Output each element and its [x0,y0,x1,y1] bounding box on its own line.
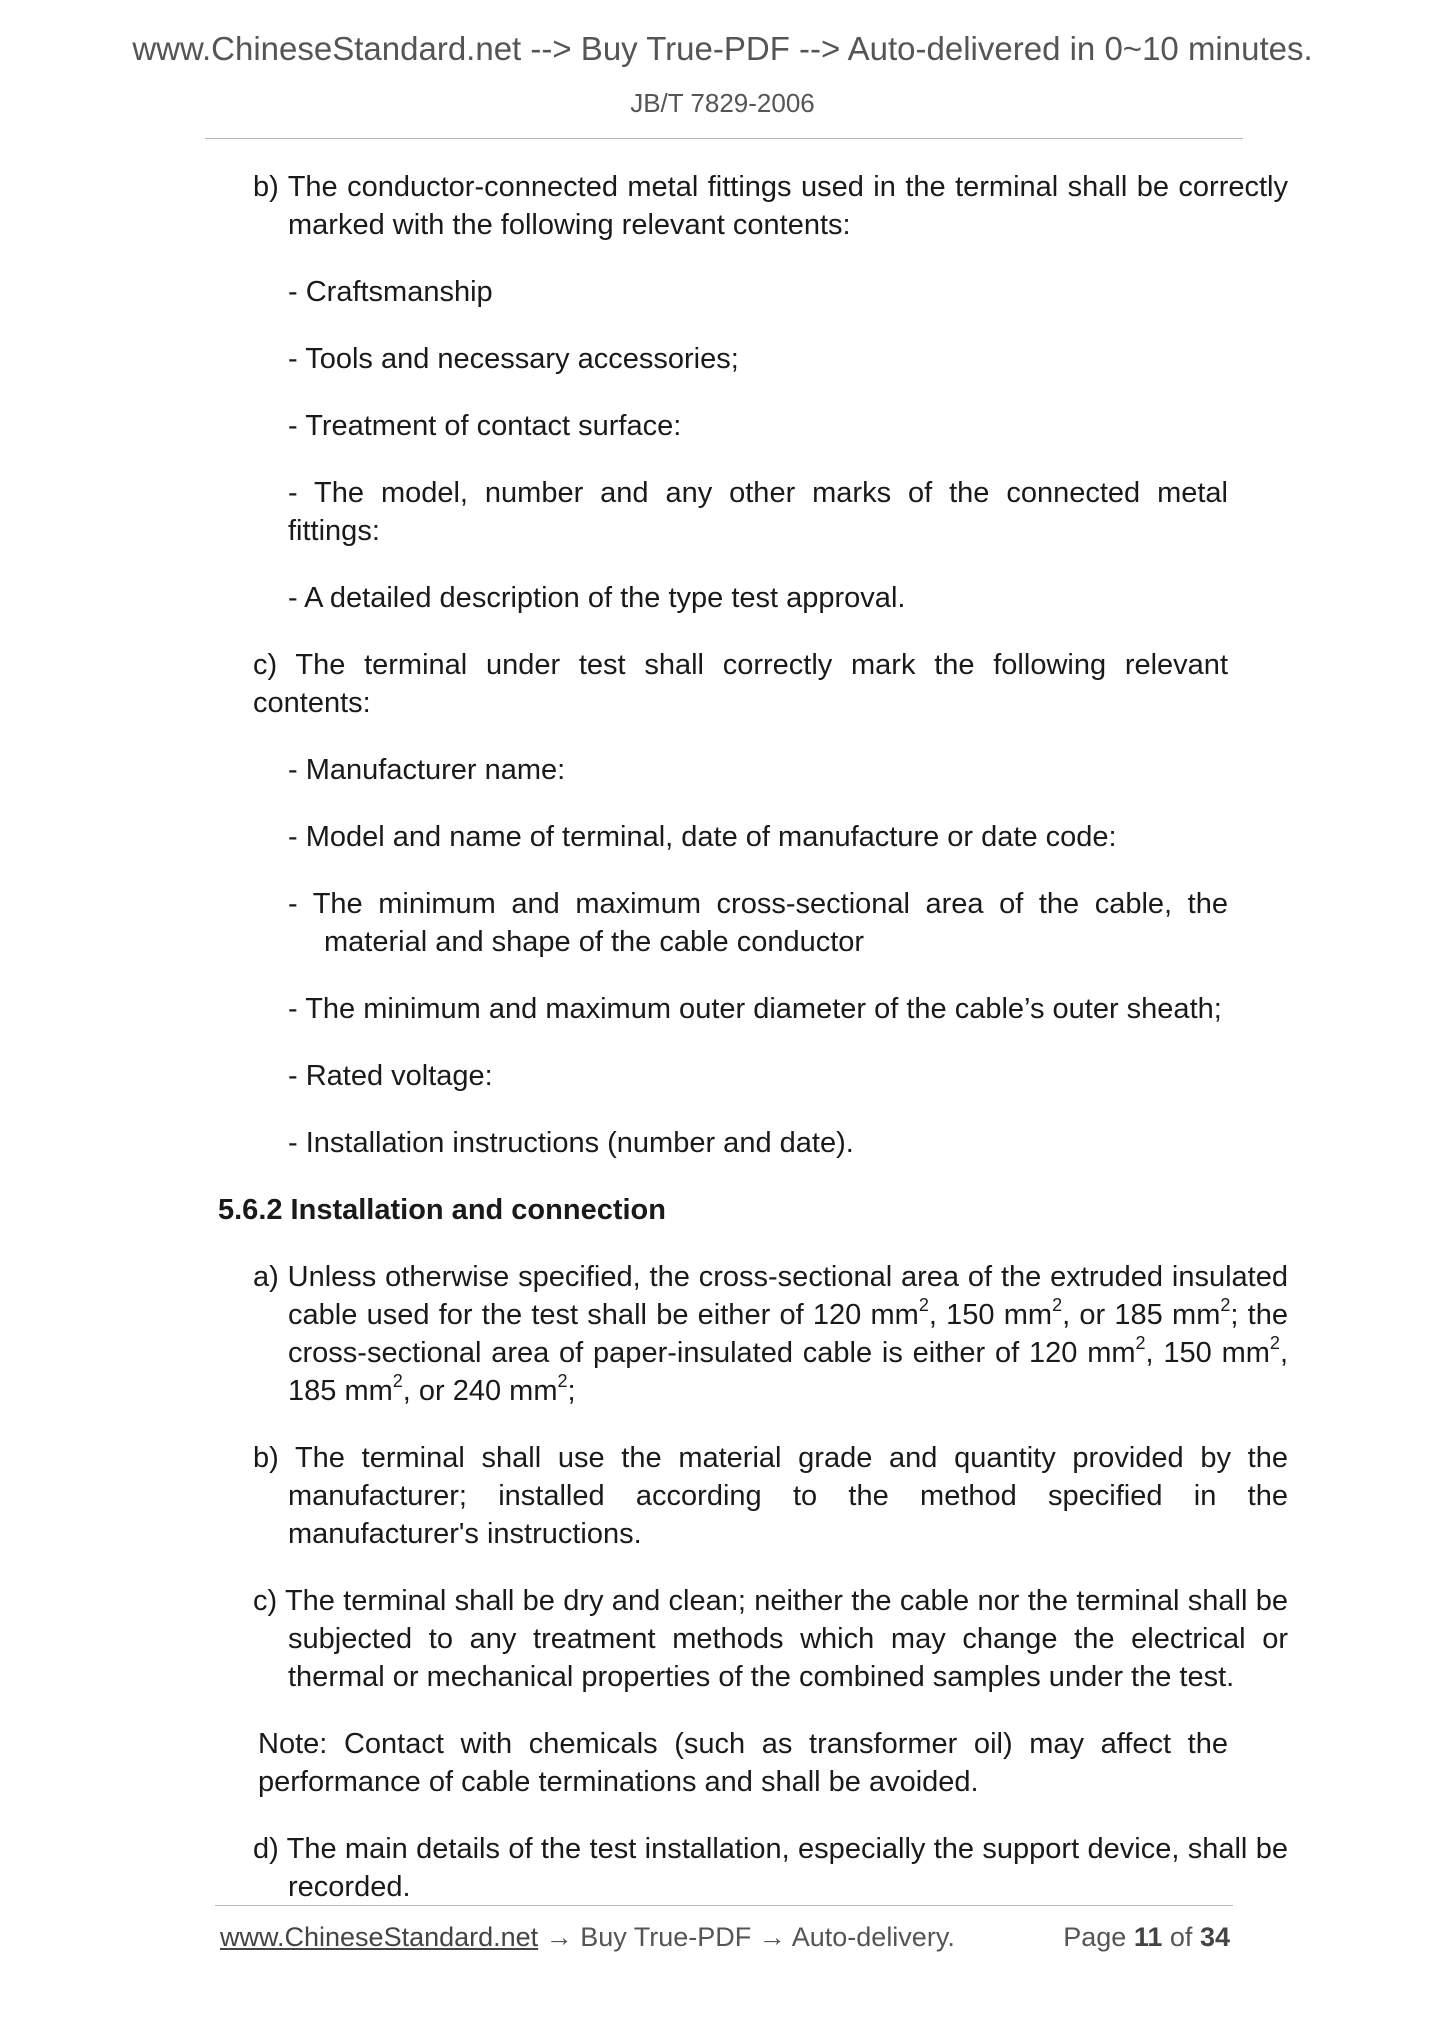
page-number: 11 [1133,1922,1163,1952]
item-b-material: b) The terminal shall use the material grade and quantity provided by the manufacturer; installed according to the method specified in the manufacturer's instructions. [253,1442,1288,1550]
list-item: - Tools and necessary accessories; [288,343,739,375]
item-c-dry-clean: c) The terminal shall be dry and clean; neither the cable nor the terminal shall be subjected to any treatment methods which may change the electrical or thermal or mechanical properties of the combined samples under the test. [253,1585,1288,1693]
list-item: - The minimum and maximum outer diameter of the cable’s outer sheath; [288,993,1222,1025]
list-item: - A detailed description of the type test approval. [288,582,906,614]
list-item: - Treatment of contact surface: [288,410,682,442]
item-d-record: d) The main details of the test installation, especially the support device, shall be recorded. [253,1833,1288,1903]
section-heading: 5.6.2 Installation and connection [218,1194,666,1226]
list-item: - Model and name of terminal, date of manufacture or date code: [288,821,1117,853]
list-item: - The minimum and maximum cross-sectional area of the cable, the material and shape of the cable conductor [288,888,1228,958]
header-divider [205,138,1243,139]
page-total: 34 [1199,1922,1230,1952]
list-item: - The model, number and any other marks of the connected metal fittings: [288,477,1228,547]
footer-divider [215,1905,1233,1906]
list-item: - Craftsmanship [288,276,493,308]
document-code: JB/T 7829-2006 [630,88,815,118]
list-item: - Installation instructions (number and date). [288,1127,854,1159]
item-b-marking-intro: b) The conductor-connected metal fittings used in the terminal shall be correctly marked with the following relevant contents: [253,171,1288,241]
item-a-cross-section: a) Unless otherwise specified, the cross-sectional area of the extruded insulated cable used for the test shall be either of 120 $mm^2$, 150 $mm^2$, or 185 $mm^2$; the cross-sectional area of paper-insulated cable is either of 120 $mm^2$, 150 $mm^2$, 185 $mm^2$, or 240 $mm^2$; [253,1261,1288,1407]
page-footer [220,1922,1230,1953]
footer-text: → Buy True-PDF → Auto-delivery. [538,1922,955,1952]
note-paragraph: Note: Contact with chemicals (such as transformer oil) may affect the performance of cable terminations and shall be avoided. [258,1728,1228,1798]
list-item: - Manufacturer name: [288,754,566,786]
list-item: - Rated voltage: [288,1060,493,1092]
page-body [218,168,1288,1935]
page-indicator: Page 11 of 34 [1063,1922,1230,1952]
site-banner: www.ChineseStandard.net --> Buy True-PDF --> Auto-delivered in 0~10 minutes. [132,30,1313,67]
footer-site-link[interactable]: www.ChineseStandard.net [220,1922,539,1952]
item-c-marking-intro: c) The terminal under test shall correctly mark the following relevant contents: [253,649,1228,719]
